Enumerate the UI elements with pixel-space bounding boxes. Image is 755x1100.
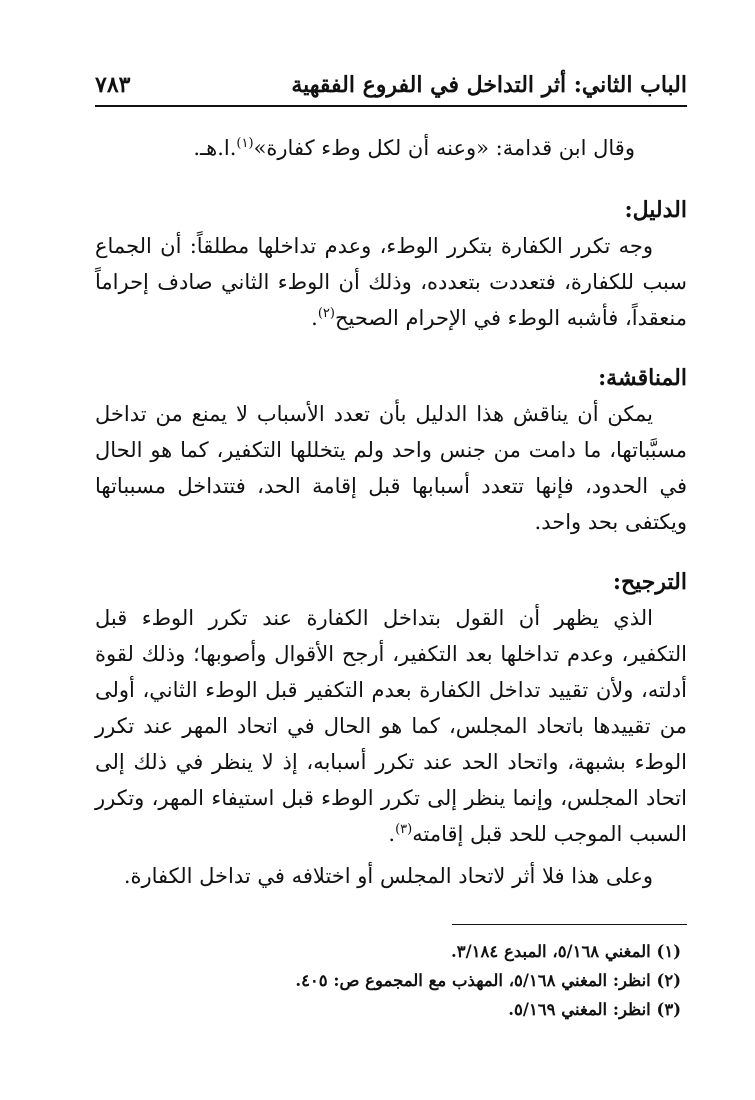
evidence-tail: . xyxy=(311,306,318,330)
preference-text: الذي يظهر أن القول بتداخل الكفارة عند تكرر الوطء قبل التكفير، وعدم تداخلها بعد التكفير، أرجح الأقوال وأصوبها؛ وذلك لقوة أدلته، ولأن تقييد تداخل الكفارة بعدم التكفير قبل الوطء الثاني، أولى من تقييدها باتحاد المجلس، كما هو الحال في اتحاد المهر عند تكرر الوطء بشبهة، واتحاد الحد عند تكرر أسبابه، إذ لا ينظر في ذلك إلى اتحاد المجلس، وإنما ينظر إلى تكرر الوطء قبل استيفاء المهر، وتكرر السبب الموجب للحد قبل إقامته xyxy=(95,606,687,846)
footnote-3: (٣) انظر: المغني ٥/١٦٩. xyxy=(508,1000,681,1019)
preference-heading: الترجيح: xyxy=(612,569,687,595)
page-header xyxy=(95,60,687,108)
discussion-paragraph: يمكن أن يناقش هذا الدليل بأن تعدد الأسباب لا يمنع من تداخل مسبَّباتها، ما دامت من جنس واحد ولم يتخللها التكفير، كما هو الحال في الحدود، فإنها تتعدد أسبابها قبل إقامة الحد، فتتداخل مسبباتها ويكتفى بحد واحد. xyxy=(95,402,687,534)
quote-tail: .ا.هـ. xyxy=(193,136,237,160)
conclusion-paragraph: وعلى هذا فلا أثر لاتحاد المجلس أو اختلافه في تداخل الكفارة. xyxy=(123,864,653,888)
quote-text: وقال ابن قدامة: «وعنه أن لكل وطء كفارة» xyxy=(253,136,635,160)
ibn-qudama-quote xyxy=(95,130,687,166)
footnote-marker-3: (٣) xyxy=(395,822,413,837)
footnote-1: (١) المغني ٥/١٦٨، المبدع ٣/١٨٤. xyxy=(451,942,681,961)
preference-tail: . xyxy=(388,822,396,846)
book-page xyxy=(95,60,687,1024)
footnotes xyxy=(95,937,687,1024)
evidence-heading: الدليل: xyxy=(624,197,687,223)
footnote-2: (٢) انظر: المغني ٥/١٦٨، المهذب مع المجموع ص: ٤٠٥. xyxy=(295,971,681,990)
footnote-marker-2: (٢) xyxy=(317,306,335,321)
running-header-title: الباب الثاني: أثر التداخل في الفروع الفقهية xyxy=(291,72,687,98)
footnote-separator xyxy=(452,924,687,925)
preference-paragraph xyxy=(95,600,687,852)
header-rule xyxy=(95,105,687,107)
evidence-paragraph xyxy=(95,228,687,336)
footnote-marker-1: (١) xyxy=(236,136,254,151)
page-number: ٧٨٣ xyxy=(95,72,131,98)
discussion-heading: المناقشة: xyxy=(598,365,687,391)
evidence-text: وجه تكرر الكفارة بتكرر الوطء، وعدم تداخلها مطلقاً: أن الجماع سبب للكفارة، فتعددت بتعدده، وذلك أن الوطء الثاني صادف إحراماً منعقداً، فأشبه الوطء في الإحرام الصحيح xyxy=(95,234,687,330)
